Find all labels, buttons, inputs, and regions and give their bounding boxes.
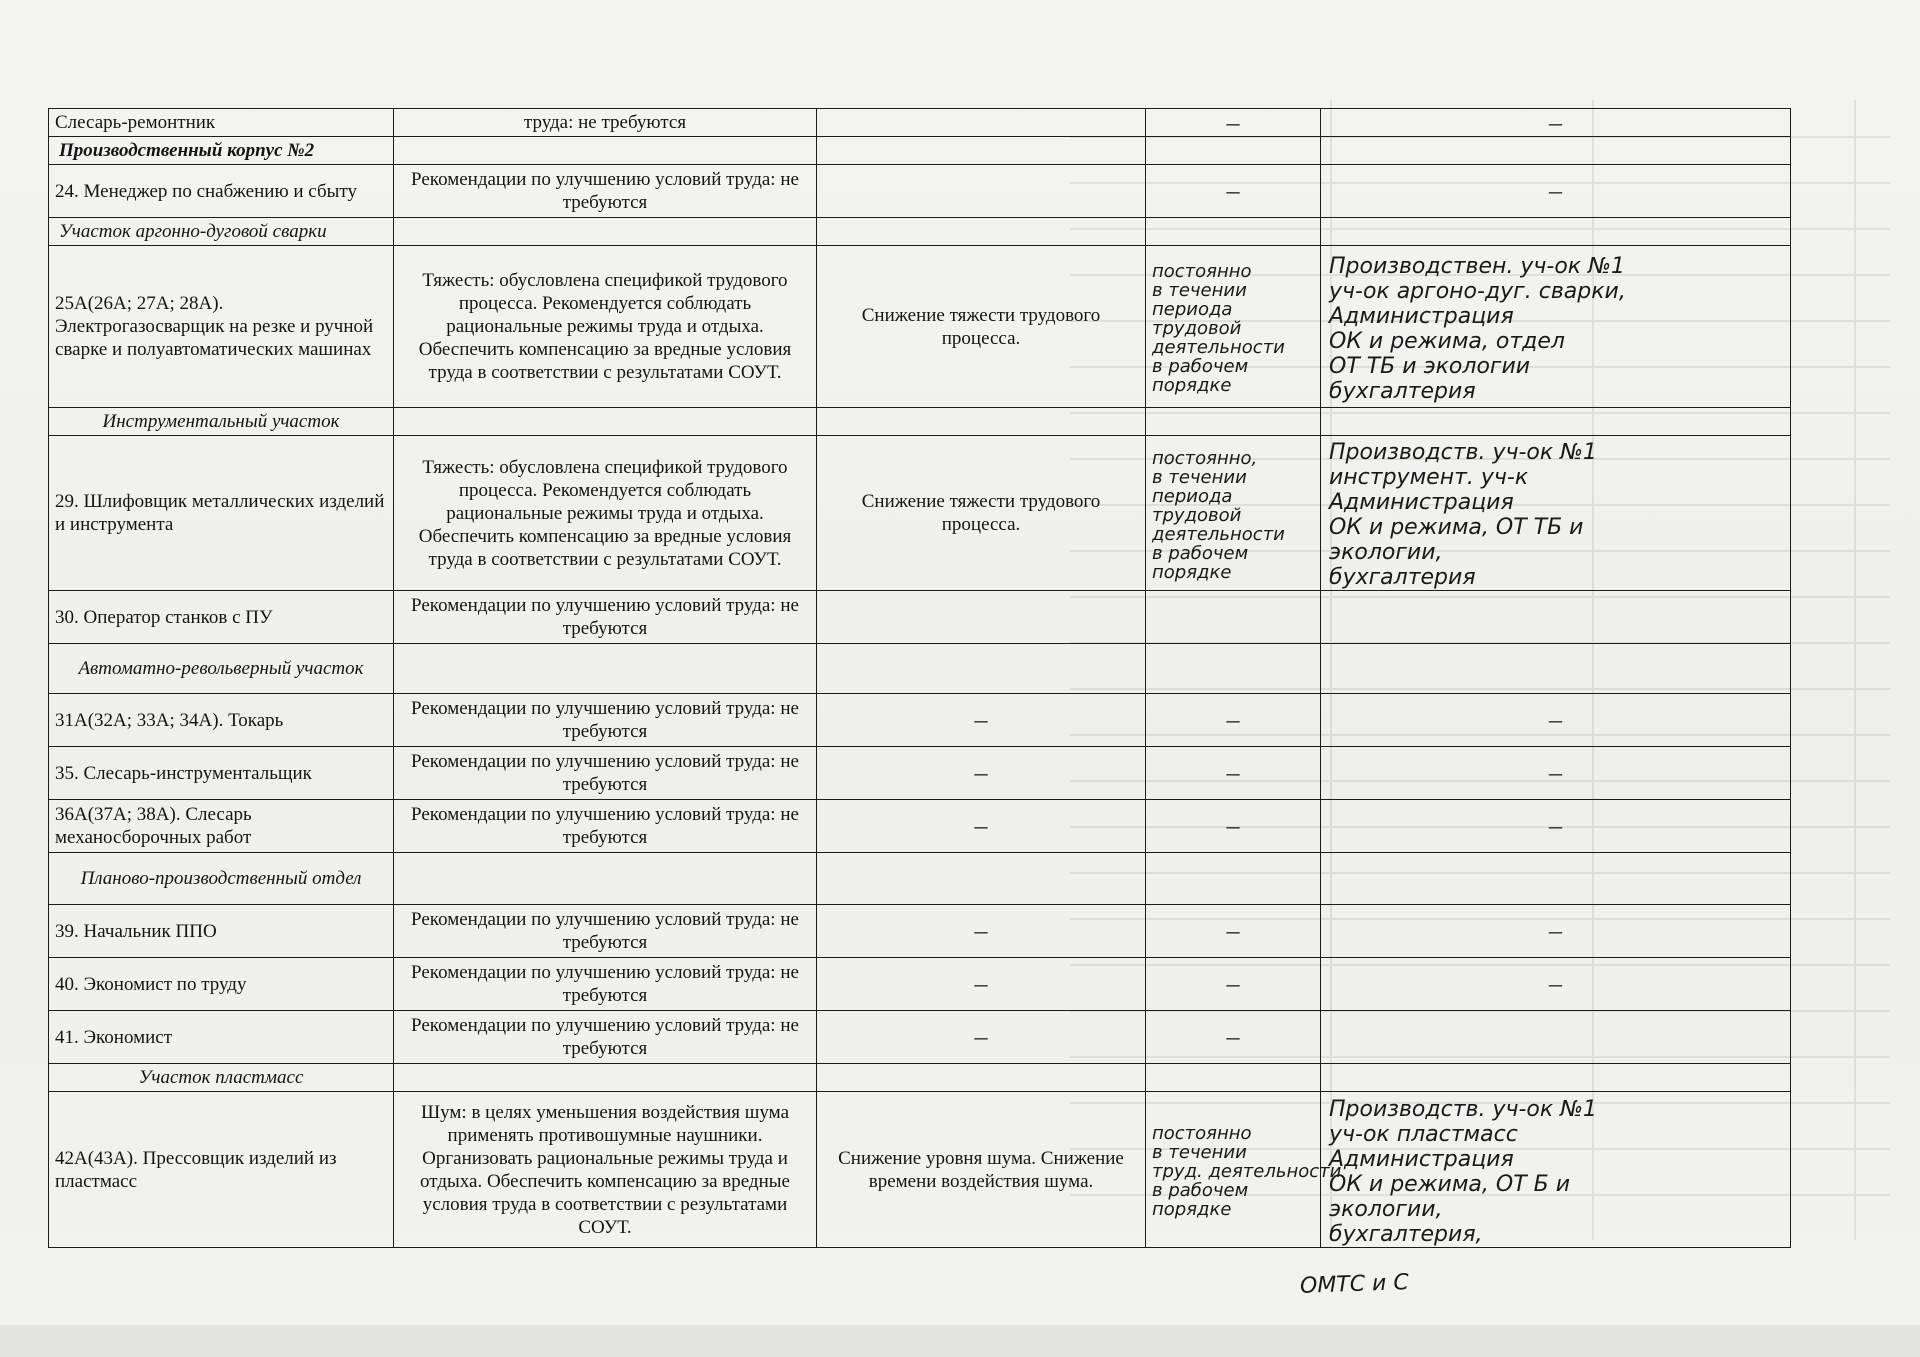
term-handwritten — [1146, 436, 1321, 591]
recommendation-cell: Рекомендации по улучшению условий труда: не требуются — [394, 800, 817, 853]
handwritten-line: ОК и режима, отдел — [1329, 328, 1565, 354]
responsible-cell: – — [1321, 747, 1791, 800]
term-cell: – — [1146, 109, 1321, 137]
section-row — [49, 408, 1791, 436]
table-row — [49, 1011, 1791, 1064]
responsible-cell: – — [1321, 800, 1791, 853]
handwritten-line: Производствен. уч-ок №1 — [1329, 253, 1625, 279]
section-title: Участок аргонно-дуговой сварки — [49, 218, 394, 246]
responsible-cell: – — [1321, 958, 1791, 1011]
section-title: Производственный корпус №2 — [49, 137, 394, 165]
position-cell: 31А(32А; 33А; 34А). Токарь — [49, 694, 394, 747]
section-row — [49, 218, 1791, 246]
table-row — [49, 165, 1791, 218]
position-cell: 42А(43А). Прессовщик изделий из пластмасс — [49, 1092, 394, 1248]
handwritten-line: экологии, — [1329, 540, 1443, 565]
recommendation-cell: Рекомендации по улучшению условий труда: не требуются — [394, 694, 817, 747]
handwritten-line: бухгалтерия — [1329, 565, 1476, 590]
section-title: Автоматно-револьверный участок — [49, 644, 394, 694]
handwritten-overflow-note: ОМТС и С — [1299, 1270, 1410, 1299]
recommendation-cell: труда: не требуются — [394, 109, 817, 137]
recommendation-cell: Рекомендации по улучшению условий труда: не требуются — [394, 165, 817, 218]
position-cell: Слесарь-ремонтник — [49, 109, 394, 137]
handwritten-line: Администрация — [1329, 1146, 1514, 1172]
handwritten-line: уч-ок пластмасс — [1329, 1121, 1518, 1147]
handwritten-line: в течении — [1152, 466, 1247, 488]
section-title: Планово-производственный отдел — [49, 853, 394, 905]
handwritten-line: деятельности — [1152, 523, 1285, 545]
handwritten-line: труд. деятельности — [1152, 1161, 1342, 1182]
table-row — [49, 246, 1791, 408]
goal-cell: – — [817, 747, 1146, 800]
goal-cell: Снижение уровня шума. Снижение времени воздействия шума. — [817, 1092, 1146, 1248]
goal-cell: – — [817, 694, 1146, 747]
responsible-cell — [1321, 591, 1791, 644]
term-handwritten — [1146, 1092, 1342, 1248]
table-row — [49, 109, 1791, 137]
position-cell: 25А(26А; 27А; 28А). Электрогазосварщик на резке и ручной сварке и полуавтоматических машинах — [49, 246, 394, 408]
recommendation-cell: Рекомендации по улучшению условий труда: не требуются — [394, 591, 817, 644]
handwritten-line: постоянно, — [1152, 447, 1258, 469]
position-cell: 40. Экономист по труду — [49, 958, 394, 1011]
handwritten-line: порядке — [1152, 561, 1232, 583]
position-cell: 29. Шлифовщик металлических изделий и инструмента — [49, 436, 394, 591]
handwritten-line: постоянно — [1152, 261, 1252, 282]
handwritten-line: ОК и режима, ОТ ТБ и — [1329, 515, 1584, 540]
goal-cell — [817, 591, 1146, 644]
responsible-cell: – — [1321, 694, 1791, 747]
measures-table — [48, 108, 1791, 1248]
section-row — [49, 644, 1791, 694]
handwritten-line: трудовой — [1152, 318, 1242, 339]
term-cell: – — [1146, 165, 1321, 218]
handwritten-line: в рабочем — [1152, 356, 1249, 377]
position-cell: 35. Слесарь-инструментальщик — [49, 747, 394, 800]
handwritten-line: уч-ок аргоно-дуг. сварки, — [1329, 278, 1626, 304]
position-cell: 39. Начальник ППО — [49, 905, 394, 958]
handwritten-line: Производств. уч-ок №1 — [1329, 1096, 1598, 1122]
responsible-cell: – — [1321, 905, 1791, 958]
section-row — [49, 1064, 1791, 1092]
term-cell: – — [1146, 694, 1321, 747]
goal-cell: – — [817, 800, 1146, 853]
handwritten-line: экологии, — [1329, 1196, 1443, 1222]
table-row — [49, 905, 1791, 958]
goal-cell: – — [817, 905, 1146, 958]
term-handwritten — [1146, 246, 1321, 408]
responsible-handwritten — [1321, 246, 1791, 408]
term-cell — [1146, 591, 1321, 644]
goal-cell: – — [817, 958, 1146, 1011]
recommendation-cell: Тяжесть: обусловлена спецификой трудового процесса. Рекомендуется соблюдать рациональные режимы труда и отдыха. Обеспечить компенсацию за вредные условия труда в соответствии с результатами СОУТ. — [394, 246, 817, 408]
recommendation-cell: Рекомендации по улучшению условий труда: не требуются — [394, 958, 817, 1011]
position-cell: 41. Экономист — [49, 1011, 394, 1064]
handwritten-line: бухгалтерия — [1329, 378, 1476, 404]
table-row — [49, 1092, 1791, 1248]
term-cell: – — [1146, 905, 1321, 958]
table-row — [49, 591, 1791, 644]
table-row — [49, 436, 1791, 591]
table-row — [49, 800, 1791, 853]
handwritten-line: в рабочем — [1152, 1180, 1249, 1201]
scanner-edge — [0, 1325, 1920, 1357]
section-row — [49, 853, 1791, 905]
table-row — [49, 958, 1791, 1011]
handwritten-line: Производств. уч-ок №1 — [1329, 440, 1598, 465]
term-cell: – — [1146, 800, 1321, 853]
handwritten-line: трудовой — [1152, 504, 1242, 526]
term-cell: – — [1146, 747, 1321, 800]
handwritten-line: периода — [1152, 299, 1233, 320]
handwritten-line: Администрация — [1329, 303, 1514, 329]
responsible-handwritten — [1321, 436, 1791, 591]
section-title: Инструментальный участок — [49, 408, 394, 436]
handwritten-line: постоянно — [1152, 1123, 1252, 1144]
responsible-cell: – — [1321, 109, 1791, 137]
handwritten-line: в течении — [1152, 1142, 1247, 1163]
goal-cell — [817, 165, 1146, 218]
term-cell: – — [1146, 1011, 1321, 1064]
handwritten-line: ОТ ТБ и экологии — [1329, 353, 1531, 379]
recommendation-cell: Рекомендации по улучшению условий труда: не требуются — [394, 747, 817, 800]
handwritten-line: деятельности — [1152, 337, 1285, 358]
recommendation-cell: Рекомендации по улучшению условий труда: не требуются — [394, 905, 817, 958]
handwritten-line: Администрация — [1329, 490, 1514, 515]
term-cell: – — [1146, 958, 1321, 1011]
handwritten-line: инструмент. уч-к — [1329, 465, 1529, 490]
handwritten-line: порядке — [1152, 1199, 1232, 1220]
position-cell: 36А(37А; 38А). Слесарь механосборочных работ — [49, 800, 394, 853]
goal-cell: Снижение тяжести трудового процесса. — [817, 246, 1146, 408]
handwritten-line: бухгалтерия, — [1329, 1221, 1483, 1247]
responsible-cell: – — [1321, 165, 1791, 218]
handwritten-line: ОК и режима, ОТ Б и — [1329, 1171, 1571, 1197]
handwritten-line: порядке — [1152, 375, 1232, 396]
handwritten-line: в рабочем — [1152, 542, 1249, 564]
responsible-cell — [1321, 1011, 1791, 1064]
goal-cell: Снижение тяжести трудового процесса. — [817, 436, 1146, 591]
section-row — [49, 137, 1791, 165]
responsible-handwritten — [1321, 1092, 1791, 1248]
recommendation-cell: Тяжесть: обусловлена спецификой трудового процесса. Рекомендуется соблюдать рациональные режимы труда и отдыха. Обеспечить компенсацию за вредные условия труда в соответствии с результатами СОУТ. — [394, 436, 817, 591]
section-title: Участок пластмасс — [49, 1064, 394, 1092]
position-cell: 30. Оператор станков с ПУ — [49, 591, 394, 644]
table-row — [49, 747, 1791, 800]
table-row — [49, 694, 1791, 747]
handwritten-line: в течении — [1152, 280, 1247, 301]
recommendation-cell: Шум: в целях уменьшения воздействия шума применять противошумные наушники. Организовать рациональные режимы труда и отдыха. Обеспечить компенсацию за вредные условия труда в соответствии с результатами СОУТ. — [394, 1092, 817, 1248]
recommendation-cell: Рекомендации по улучшению условий труда: не требуются — [394, 1011, 817, 1064]
goal-cell: – — [817, 1011, 1146, 1064]
position-cell: 24. Менеджер по снабжению и сбыту — [49, 165, 394, 218]
goal-cell — [817, 109, 1146, 137]
handwritten-line: периода — [1152, 485, 1233, 507]
